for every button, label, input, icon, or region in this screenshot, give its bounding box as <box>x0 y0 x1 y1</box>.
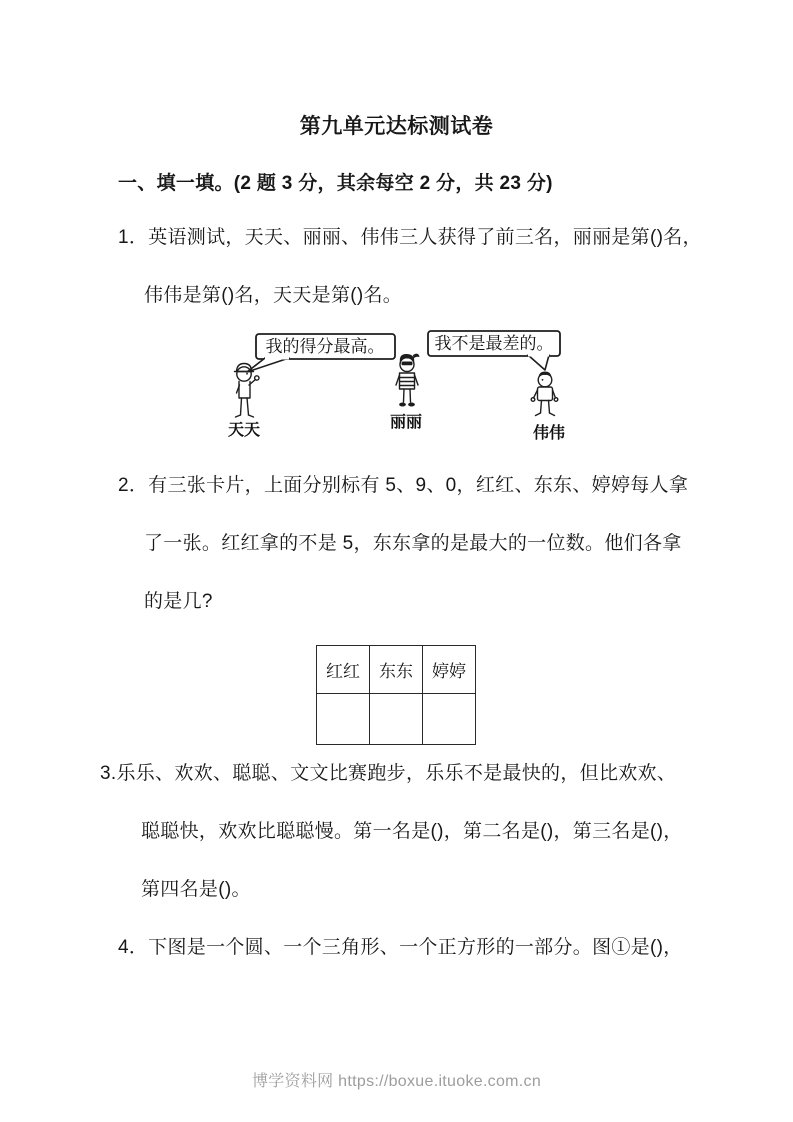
boy-figure-weiwei <box>531 372 558 416</box>
answer-table-blank-cell <box>423 694 476 745</box>
question-3-line-1: 3.乐乐、欢欢、聪聪、文文比赛跑步，乐乐不是最快的，但比欢欢、 <box>100 763 677 784</box>
question-2-line-3: 的是几? <box>144 591 213 612</box>
speech-bubble-left <box>247 334 395 372</box>
answer-table-header-cell: 红红 <box>317 646 370 694</box>
answer-table-blank-row <box>317 694 476 745</box>
girl-figure-lili <box>396 354 420 407</box>
question-4-line-1: 4．下图是一个圆、一个三角形、一个正方形的一部分。图①是()， <box>118 937 683 958</box>
question-3-line-3: 第四名是()。 <box>141 879 251 900</box>
question-2-line-1: 2．有三张卡片，上面分别标有 5、9、0，红红、东东、婷婷每人拿 <box>118 475 689 496</box>
question-1-line-1: 1．英语测试，天天、丽丽、伟伟三人获得了前三名，丽丽是第()名， <box>118 227 702 248</box>
question-1-line-2: 伟伟是第()名，天天是第()名。 <box>144 285 403 306</box>
question-1-illustration <box>215 328 580 445</box>
answer-table <box>316 645 476 745</box>
name-label-weiwei: 伟伟 <box>532 425 566 442</box>
speech-bubble-left-text: 我的得分最高。 <box>265 337 385 356</box>
boy-figure-tiantian <box>235 364 260 418</box>
section-heading: 一、填一填。(2 题 3 分，其余每空 2 分，共 23 分) <box>118 173 553 194</box>
answer-table-header-cell: 婷婷 <box>423 646 476 694</box>
name-label-tiantian: 天天 <box>227 422 261 439</box>
question-2-line-2: 了一张。红红拿的不是 5，东东拿的是最大的一位数。他们各拿 <box>144 533 682 554</box>
speech-bubble-right-text: 我不是最差的。 <box>434 334 554 353</box>
answer-table-blank-cell <box>370 694 423 745</box>
speech-bubble-right <box>428 331 560 370</box>
answer-table-header-row <box>317 646 476 694</box>
question-3-line-2: 聪聪快，欢欢比聪聪慢。第一名是()，第二名是()，第三名是()， <box>141 821 683 842</box>
answer-table-header-cell: 东东 <box>370 646 423 694</box>
answer-table-blank-cell <box>317 694 370 745</box>
footer-watermark: 博学资料网 https://boxue.ituoke.com.cn <box>251 1073 542 1090</box>
page-title: 第九单元达标测试卷 <box>299 115 494 138</box>
name-label-lili: 丽丽 <box>389 414 423 431</box>
